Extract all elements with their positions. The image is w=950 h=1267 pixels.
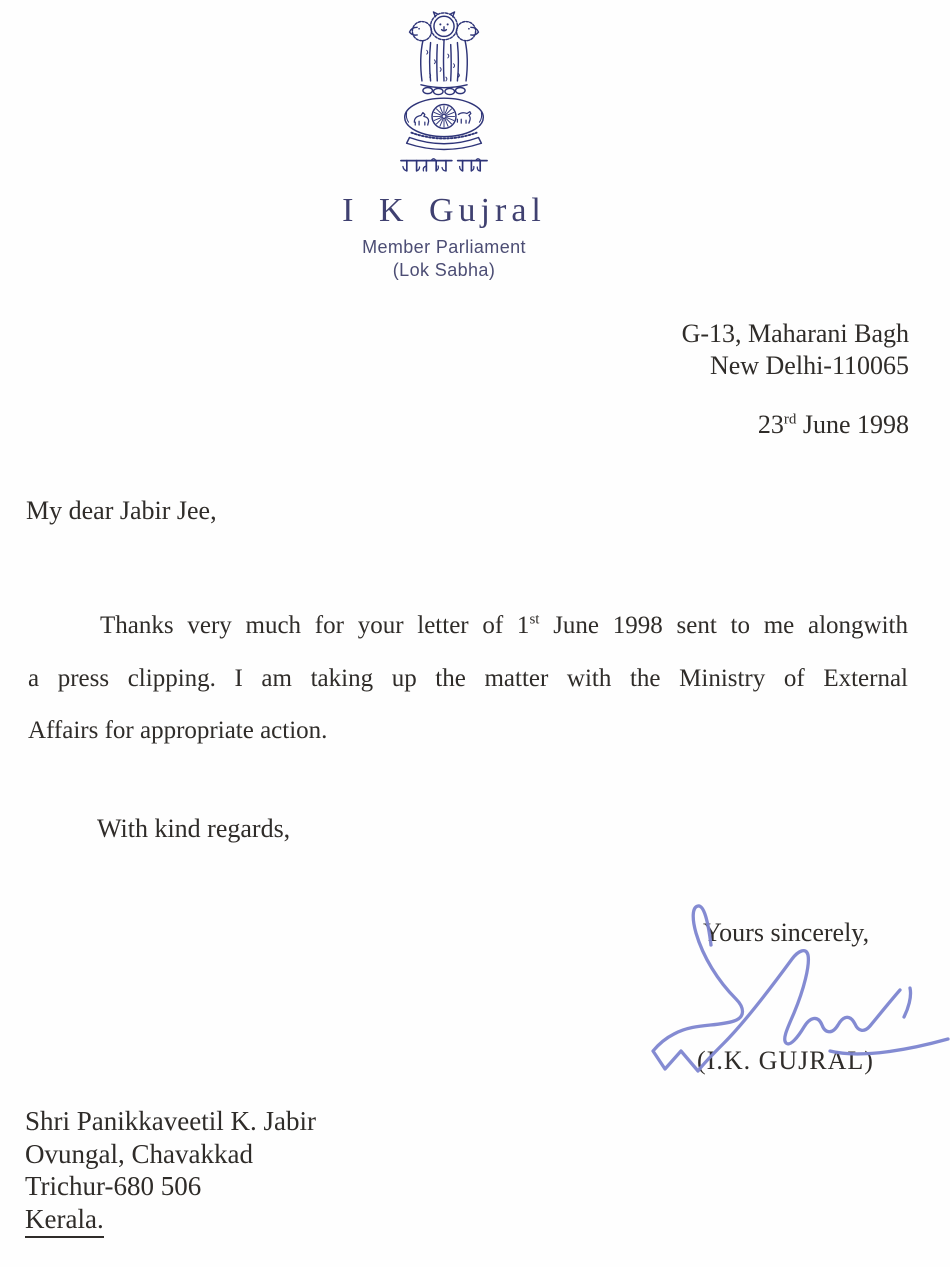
body-line-1-text-cont: June 1998 sent to me alongwith <box>539 612 908 639</box>
sender-address-line2: New Delhi-110065 <box>709 351 909 380</box>
date-rest: June 1998 <box>796 410 909 439</box>
body-line-3: Affairs for appropriate action. <box>28 717 328 744</box>
closing-sincerely: Yours sincerely, <box>703 918 870 947</box>
body-paragraph <box>28 600 908 758</box>
letterhead-subtitle: (Lok Sabha) <box>392 260 496 280</box>
letterhead-name: I K Gujral <box>342 192 546 229</box>
salutation: My dear Jabir Jee, <box>26 496 217 525</box>
closing-regards: With kind regards, <box>97 814 291 843</box>
letterhead <box>294 6 594 281</box>
letterhead-title: Member Parliament <box>362 237 526 257</box>
body-line-1 <box>28 600 908 653</box>
sender-address-line1: G-13, Maharani Bagh <box>681 319 909 348</box>
date-day: 23 <box>757 410 784 439</box>
recipient-address <box>25 1105 316 1238</box>
body-line-1-text: Thanks very much for your letter of 1 <box>100 612 530 639</box>
date-ordinal: rd <box>783 411 797 428</box>
signed-name: (I.K. GUJRAL) <box>697 1046 874 1075</box>
recipient-state: Kerala. <box>25 1203 104 1239</box>
body-line-2: a press clipping. I am taking up the matter with the Ministry of External <box>28 664 908 692</box>
recipient-line3: Trichur-680 506 <box>25 1171 202 1201</box>
recipient-name: Shri Panikkaveetil K. Jabir <box>25 1106 316 1136</box>
sender-address <box>682 318 909 382</box>
satyameva-jayate-motto <box>399 158 489 174</box>
lion-capital-emblem-icon <box>398 6 490 154</box>
recipient-line2: Ovungal, Chavakkad <box>25 1138 253 1169</box>
date-line <box>758 410 909 440</box>
body-line-1-ordinal: st <box>529 611 540 628</box>
